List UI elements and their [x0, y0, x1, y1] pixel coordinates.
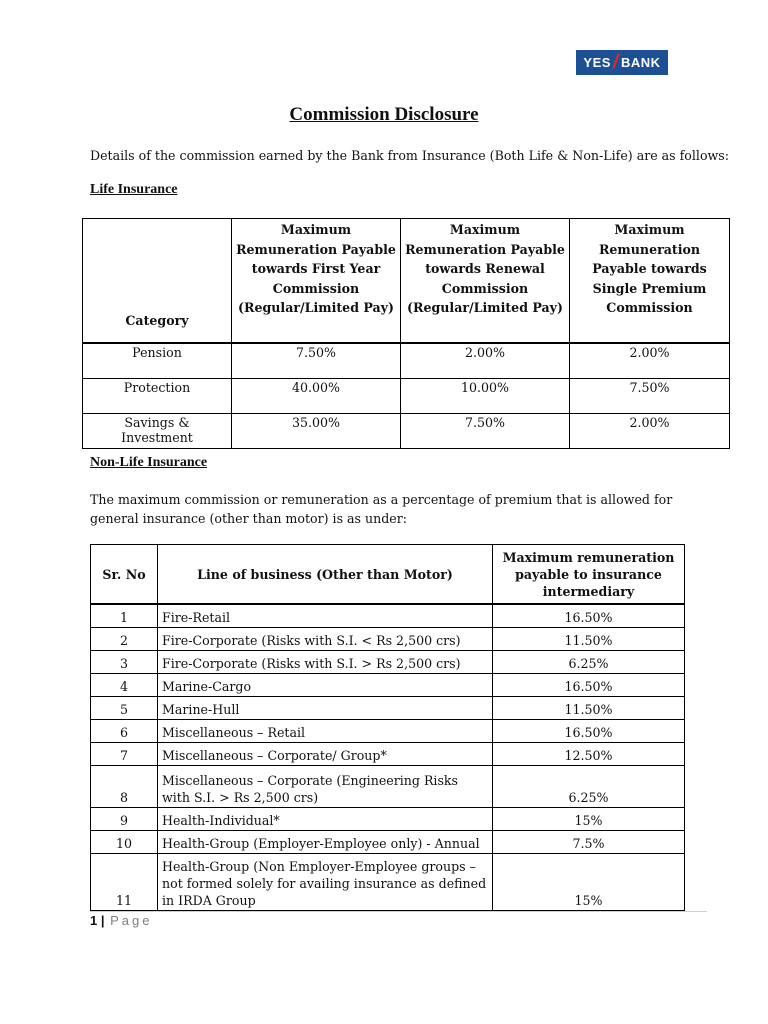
- nonlife-cell-sr-no: 5: [91, 697, 158, 720]
- logo-text-yes: YES: [583, 55, 611, 70]
- table-row: [91, 808, 685, 831]
- table-row: [91, 674, 685, 697]
- table-row: [91, 604, 685, 628]
- nonlife-cell-line-of-business: Health-Group (Employer-Employee only) - Annual: [158, 831, 493, 854]
- nonlife-cell-remuneration: 12.50%: [493, 743, 685, 766]
- nonlife-cell-remuneration: 16.50%: [493, 720, 685, 743]
- nonlife-cell-remuneration: 16.50%: [493, 674, 685, 697]
- nonlife-header-sr-no: Sr. No: [91, 545, 158, 605]
- table-row: [91, 651, 685, 674]
- life-cell-renewal: 2.00%: [401, 343, 570, 379]
- nonlife-cell-remuneration: 6.25%: [493, 651, 685, 674]
- nonlife-cell-remuneration: 16.50%: [493, 604, 685, 628]
- nonlife-cell-remuneration: 11.50%: [493, 697, 685, 720]
- table-row: [83, 379, 730, 414]
- nonlife-cell-sr-no: 1: [91, 604, 158, 628]
- page-number: 1: [90, 913, 98, 928]
- life-header-category: Category: [83, 219, 232, 344]
- yes-bank-logo: [576, 50, 668, 75]
- life-cell-single-premium: 2.00%: [570, 414, 730, 449]
- nonlife-cell-line-of-business: Miscellaneous – Retail: [158, 720, 493, 743]
- life-header-single-premium: Maximum Remuneration Payable towards Single Premium Commission: [570, 219, 730, 344]
- nonlife-cell-line-of-business: Health-Individual*: [158, 808, 493, 831]
- page-title: Commission Disclosure: [289, 104, 479, 125]
- life-cell-renewal: 10.00%: [401, 379, 570, 414]
- nonlife-cell-line-of-business: Marine-Hull: [158, 697, 493, 720]
- nonlife-cell-sr-no: 7: [91, 743, 158, 766]
- page-separator: |: [100, 913, 105, 928]
- life-header-renewal: Maximum Remuneration Payable towards Renewal Commission (Regular/Limited Pay): [401, 219, 570, 344]
- table-row: [91, 628, 685, 651]
- nonlife-cell-remuneration: 7.5%: [493, 831, 685, 854]
- table-row: [91, 743, 685, 766]
- nonlife-cell-line-of-business: Miscellaneous – Corporate (Engineering Risks with S.I. > Rs 2,500 crs): [158, 766, 493, 808]
- nonlife-cell-remuneration: 15%: [493, 808, 685, 831]
- table-row: [91, 854, 685, 911]
- logo-slash-icon: /: [611, 51, 622, 73]
- nonlife-cell-sr-no: 9: [91, 808, 158, 831]
- nonlife-cell-remuneration: 11.50%: [493, 628, 685, 651]
- nonlife-cell-sr-no: 10: [91, 831, 158, 854]
- intro-text: Details of the commission earned by the Bank from Insurance (Both Life & Non-Life) are as follows:: [90, 148, 730, 163]
- life-cell-single-premium: 2.00%: [570, 343, 730, 379]
- non-life-insurance-heading: Non-Life Insurance: [90, 455, 208, 470]
- life-cell-category: Pension: [83, 343, 232, 379]
- nonlife-cell-remuneration: 6.25%: [493, 766, 685, 808]
- nonlife-cell-remuneration: 15%: [493, 854, 685, 911]
- nonlife-header-line-of-business: Line of business (Other than Motor): [158, 545, 493, 605]
- nonlife-cell-sr-no: 4: [91, 674, 158, 697]
- table-row: [83, 343, 730, 379]
- life-cell-first-year: 7.50%: [232, 343, 401, 379]
- nonlife-cell-sr-no: 2: [91, 628, 158, 651]
- life-cell-single-premium: 7.50%: [570, 379, 730, 414]
- nonlife-header-max-remuneration: Maximum remuneration payable to insurance intermediary: [493, 545, 685, 605]
- table-row: [91, 720, 685, 743]
- nonlife-cell-sr-no: 11: [91, 854, 158, 911]
- nonlife-cell-line-of-business: Marine-Cargo: [158, 674, 493, 697]
- table-row: [91, 766, 685, 808]
- nonlife-cell-line-of-business: Health-Group (Non Employer-Employee groups – not formed solely for availing insurance as defined in IRDA Group: [158, 854, 493, 911]
- non-life-insurance-table: [90, 544, 685, 911]
- life-cell-first-year: 35.00%: [232, 414, 401, 449]
- nonlife-cell-sr-no: 6: [91, 720, 158, 743]
- nonlife-cell-line-of-business: Miscellaneous – Corporate/ Group*: [158, 743, 493, 766]
- life-insurance-heading: Life Insurance: [90, 182, 178, 197]
- life-cell-category: Savings & Investment: [83, 414, 232, 449]
- table-row: [91, 831, 685, 854]
- life-table-header-row: [83, 219, 730, 344]
- nonlife-cell-line-of-business: Fire-Retail: [158, 604, 493, 628]
- page-footer: [90, 913, 153, 928]
- life-insurance-table: [82, 218, 730, 449]
- life-cell-first-year: 40.00%: [232, 379, 401, 414]
- table-row: [83, 414, 730, 449]
- table-row: [91, 697, 685, 720]
- life-cell-renewal: 7.50%: [401, 414, 570, 449]
- nonlife-cell-sr-no: 8: [91, 766, 158, 808]
- footer-divider: [90, 911, 707, 912]
- nonlife-cell-line-of-business: Fire-Corporate (Risks with S.I. > Rs 2,500 crs): [158, 651, 493, 674]
- nonlife-table-header-row: [91, 545, 685, 605]
- non-life-description: The maximum commission or remuneration as a percentage of premium that is allowed for general insurance (other than motor) is as under:: [90, 492, 673, 526]
- nonlife-cell-line-of-business: Fire-Corporate (Risks with S.I. < Rs 2,500 crs): [158, 628, 493, 651]
- nonlife-cell-sr-no: 3: [91, 651, 158, 674]
- life-cell-category: Protection: [83, 379, 232, 414]
- page-label: Page: [110, 913, 153, 928]
- logo-text-bank: BANK: [621, 55, 661, 70]
- life-header-first-year: Maximum Remuneration Payable towards First Year Commission (Regular/Limited Pay): [232, 219, 401, 344]
